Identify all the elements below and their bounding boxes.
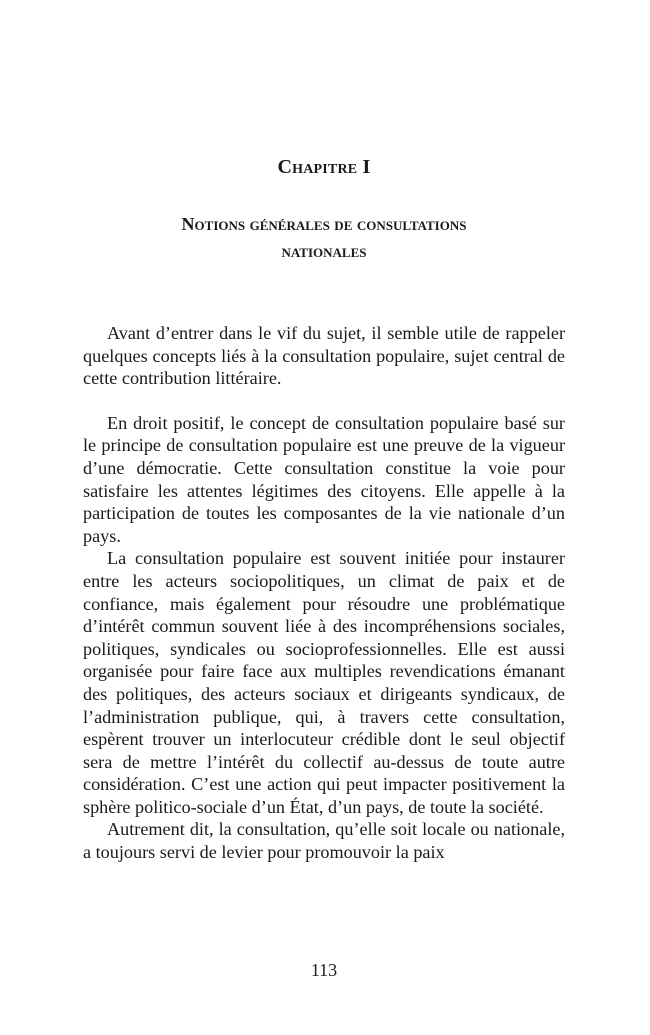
paragraph-4: Autrement dit, la consultation, qu’elle soit locale ou nationale, a toujours servi de levier pour promouvoir la paix [83, 819, 565, 863]
section-title-line-1: Notions générales de consultations [181, 214, 467, 234]
paragraph-1: Avant d’entrer dans le vif du sujet, il semble utile de rappeler quelques concepts liés à la consultation populaire, sujet central de cette contribution littéraire. [83, 323, 565, 389]
section-title [83, 211, 565, 265]
paragraph-3: La consultation populaire est souvent initiée pour instaurer entre les acteurs sociopolitiques, un climat de paix et de confiance, mais également pour résoudre une problématique d’intérêt commun souvent liée à des incompréhensions sociales, politiques, syndicales ou socioprofessionnelles. Elle est aussi organisée pour faire face aux multiples revendications émanant des politiques, des acteurs sociaux et dirigeants syndicaux, de l’administration publique, qui, à travers cette consultation, espèrent trouver un interlocuteur crédible dont le seul objectif sera de mettre l’intérêt du collectif au-dessus de toute autre considération. C’est une action qui peut impacter positivement la sphère politico-sociale d’un État, d’un pays, de toute la société. [83, 548, 565, 817]
book-page [83, 0, 565, 1035]
page-number: 113 [310, 960, 338, 980]
chapter-title: Chapitre I [277, 156, 371, 178]
body-text [83, 322, 565, 864]
section-title-line-2: nationales [281, 241, 367, 261]
paragraph-2: En droit positif, le concept de consultation populaire basé sur le principe de consultation populaire est une preuve de la vigueur d’une démocratie. Cette consultation constitue la voie pour satisfaire les attentes légitimes des citoyens. Elle appelle à la participation de toutes les composantes de la vie nationale d’un pays. [83, 412, 565, 546]
